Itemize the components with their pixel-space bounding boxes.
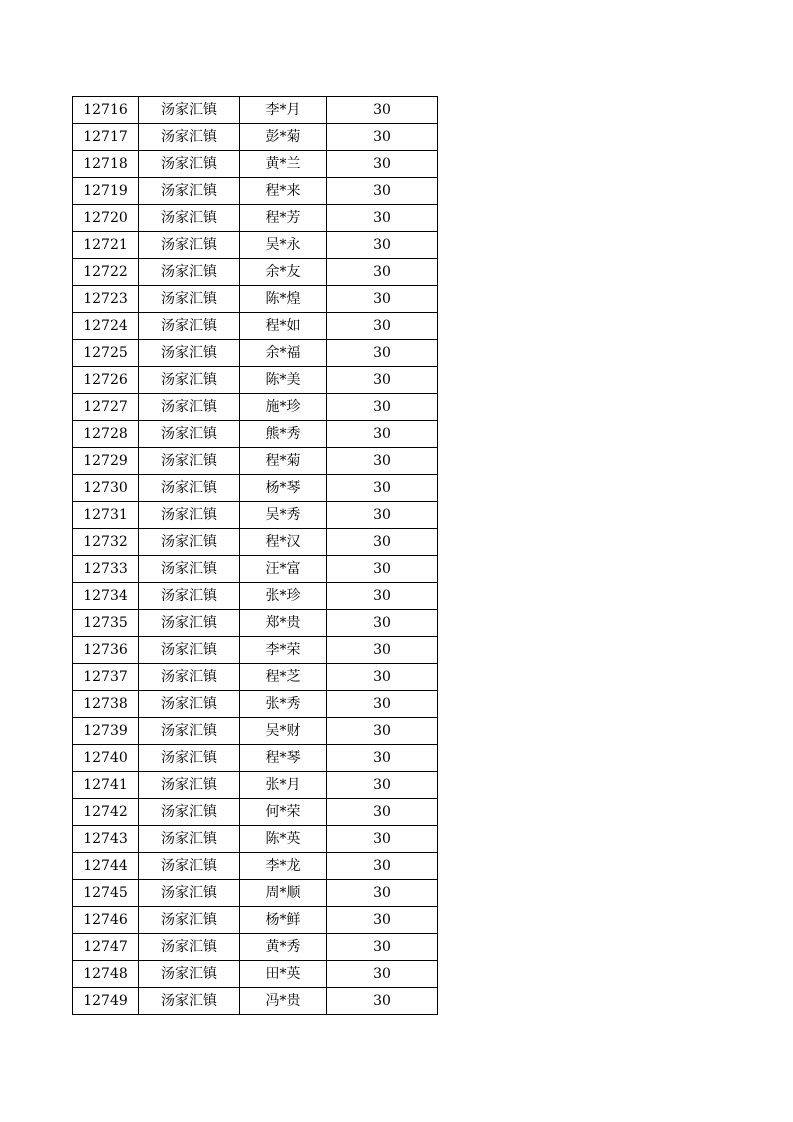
cell-id: 12732 [73,529,139,556]
cell-id: 12729 [73,448,139,475]
cell-id: 12722 [73,259,139,286]
cell-town: 汤家汇镇 [139,259,240,286]
cell-town: 汤家汇镇 [139,691,240,718]
cell-town: 汤家汇镇 [139,313,240,340]
cell-town: 汤家汇镇 [139,718,240,745]
table-row [73,637,438,664]
cell-name: 李*荣 [240,637,327,664]
table-row [73,934,438,961]
table-row [73,313,438,340]
cell-id: 12726 [73,367,139,394]
table-row [73,475,438,502]
cell-id: 12742 [73,799,139,826]
cell-name: 程*芳 [240,205,327,232]
table-row [73,151,438,178]
table-row [73,988,438,1015]
cell-id: 12737 [73,664,139,691]
cell-amount: 30 [327,583,438,610]
cell-id: 12743 [73,826,139,853]
cell-amount: 30 [327,691,438,718]
table-row [73,907,438,934]
table-row [73,880,438,907]
cell-name: 程*芝 [240,664,327,691]
roster-table [72,96,438,1015]
table-row [73,421,438,448]
table-row [73,367,438,394]
cell-id: 12721 [73,232,139,259]
cell-name: 熊*秀 [240,421,327,448]
cell-town: 汤家汇镇 [139,286,240,313]
table-row [73,664,438,691]
cell-town: 汤家汇镇 [139,826,240,853]
cell-town: 汤家汇镇 [139,502,240,529]
cell-id: 12716 [73,97,139,124]
cell-town: 汤家汇镇 [139,799,240,826]
table-row [73,448,438,475]
cell-id: 12739 [73,718,139,745]
cell-id: 12728 [73,421,139,448]
cell-town: 汤家汇镇 [139,340,240,367]
cell-amount: 30 [327,394,438,421]
cell-town: 汤家汇镇 [139,934,240,961]
table-row [73,232,438,259]
cell-name: 余*福 [240,340,327,367]
cell-amount: 30 [327,799,438,826]
cell-id: 12733 [73,556,139,583]
cell-id: 12740 [73,745,139,772]
cell-name: 吴*永 [240,232,327,259]
cell-name: 余*友 [240,259,327,286]
table-row [73,610,438,637]
cell-town: 汤家汇镇 [139,772,240,799]
cell-name: 吴*秀 [240,502,327,529]
cell-name: 田*英 [240,961,327,988]
cell-amount: 30 [327,259,438,286]
cell-name: 程*菊 [240,448,327,475]
cell-amount: 30 [327,556,438,583]
cell-id: 12746 [73,907,139,934]
cell-amount: 30 [327,448,438,475]
cell-amount: 30 [327,205,438,232]
cell-amount: 30 [327,907,438,934]
cell-town: 汤家汇镇 [139,421,240,448]
cell-name: 杨*琴 [240,475,327,502]
table-row [73,205,438,232]
table-row [73,259,438,286]
cell-amount: 30 [327,97,438,124]
cell-amount: 30 [327,610,438,637]
cell-id: 12719 [73,178,139,205]
cell-amount: 30 [327,286,438,313]
cell-id: 12738 [73,691,139,718]
table-row [73,718,438,745]
cell-amount: 30 [327,880,438,907]
table-row [73,745,438,772]
cell-name: 程*如 [240,313,327,340]
cell-town: 汤家汇镇 [139,907,240,934]
cell-town: 汤家汇镇 [139,448,240,475]
cell-town: 汤家汇镇 [139,97,240,124]
cell-name: 郑*贵 [240,610,327,637]
cell-name: 杨*鲜 [240,907,327,934]
table-row [73,340,438,367]
cell-id: 12735 [73,610,139,637]
cell-id: 12747 [73,934,139,961]
cell-name: 程*来 [240,178,327,205]
cell-amount: 30 [327,421,438,448]
cell-town: 汤家汇镇 [139,664,240,691]
cell-id: 12724 [73,313,139,340]
table-row [73,583,438,610]
table-row [73,826,438,853]
cell-town: 汤家汇镇 [139,961,240,988]
cell-id: 12717 [73,124,139,151]
table-row [73,691,438,718]
roster-table-body [73,97,438,1015]
cell-id: 12731 [73,502,139,529]
cell-amount: 30 [327,637,438,664]
cell-name: 黄*兰 [240,151,327,178]
cell-id: 12749 [73,988,139,1015]
cell-name: 周*顺 [240,880,327,907]
cell-amount: 30 [327,151,438,178]
cell-town: 汤家汇镇 [139,637,240,664]
cell-name: 冯*贵 [240,988,327,1015]
table-row [73,97,438,124]
cell-amount: 30 [327,988,438,1015]
cell-name: 陈*煌 [240,286,327,313]
cell-town: 汤家汇镇 [139,529,240,556]
cell-amount: 30 [327,529,438,556]
cell-name: 张*月 [240,772,327,799]
cell-amount: 30 [327,340,438,367]
cell-name: 李*龙 [240,853,327,880]
cell-town: 汤家汇镇 [139,556,240,583]
cell-name: 李*月 [240,97,327,124]
cell-id: 12723 [73,286,139,313]
cell-name: 程*汉 [240,529,327,556]
cell-id: 12718 [73,151,139,178]
cell-amount: 30 [327,745,438,772]
cell-amount: 30 [327,502,438,529]
cell-amount: 30 [327,124,438,151]
cell-amount: 30 [327,853,438,880]
table-row [73,529,438,556]
cell-town: 汤家汇镇 [139,394,240,421]
cell-amount: 30 [327,367,438,394]
cell-town: 汤家汇镇 [139,853,240,880]
cell-name: 彭*菊 [240,124,327,151]
table-row [73,961,438,988]
table-row [73,853,438,880]
cell-town: 汤家汇镇 [139,367,240,394]
table-row [73,394,438,421]
table-row [73,556,438,583]
cell-name: 张*珍 [240,583,327,610]
table-row [73,124,438,151]
cell-town: 汤家汇镇 [139,232,240,259]
cell-amount: 30 [327,961,438,988]
table-row [73,799,438,826]
cell-amount: 30 [327,475,438,502]
cell-town: 汤家汇镇 [139,151,240,178]
cell-name: 黄*秀 [240,934,327,961]
cell-id: 12748 [73,961,139,988]
cell-id: 12734 [73,583,139,610]
cell-id: 12736 [73,637,139,664]
cell-id: 12725 [73,340,139,367]
cell-amount: 30 [327,313,438,340]
cell-amount: 30 [327,664,438,691]
cell-town: 汤家汇镇 [139,988,240,1015]
table-row [73,286,438,313]
cell-id: 12745 [73,880,139,907]
cell-id: 12744 [73,853,139,880]
cell-id: 12720 [73,205,139,232]
table-row [73,772,438,799]
cell-name: 施*珍 [240,394,327,421]
cell-amount: 30 [327,934,438,961]
cell-amount: 30 [327,178,438,205]
cell-name: 吴*财 [240,718,327,745]
cell-amount: 30 [327,772,438,799]
cell-town: 汤家汇镇 [139,178,240,205]
cell-town: 汤家汇镇 [139,124,240,151]
cell-name: 程*琴 [240,745,327,772]
cell-amount: 30 [327,718,438,745]
cell-id: 12730 [73,475,139,502]
cell-name: 张*秀 [240,691,327,718]
table-row [73,178,438,205]
cell-name: 陈*英 [240,826,327,853]
cell-amount: 30 [327,826,438,853]
cell-name: 何*荣 [240,799,327,826]
cell-town: 汤家汇镇 [139,610,240,637]
cell-name: 汪*富 [240,556,327,583]
cell-town: 汤家汇镇 [139,583,240,610]
cell-town: 汤家汇镇 [139,475,240,502]
cell-id: 12741 [73,772,139,799]
cell-name: 陈*美 [240,367,327,394]
table-row [73,502,438,529]
cell-town: 汤家汇镇 [139,205,240,232]
cell-id: 12727 [73,394,139,421]
cell-town: 汤家汇镇 [139,745,240,772]
cell-amount: 30 [327,232,438,259]
cell-town: 汤家汇镇 [139,880,240,907]
